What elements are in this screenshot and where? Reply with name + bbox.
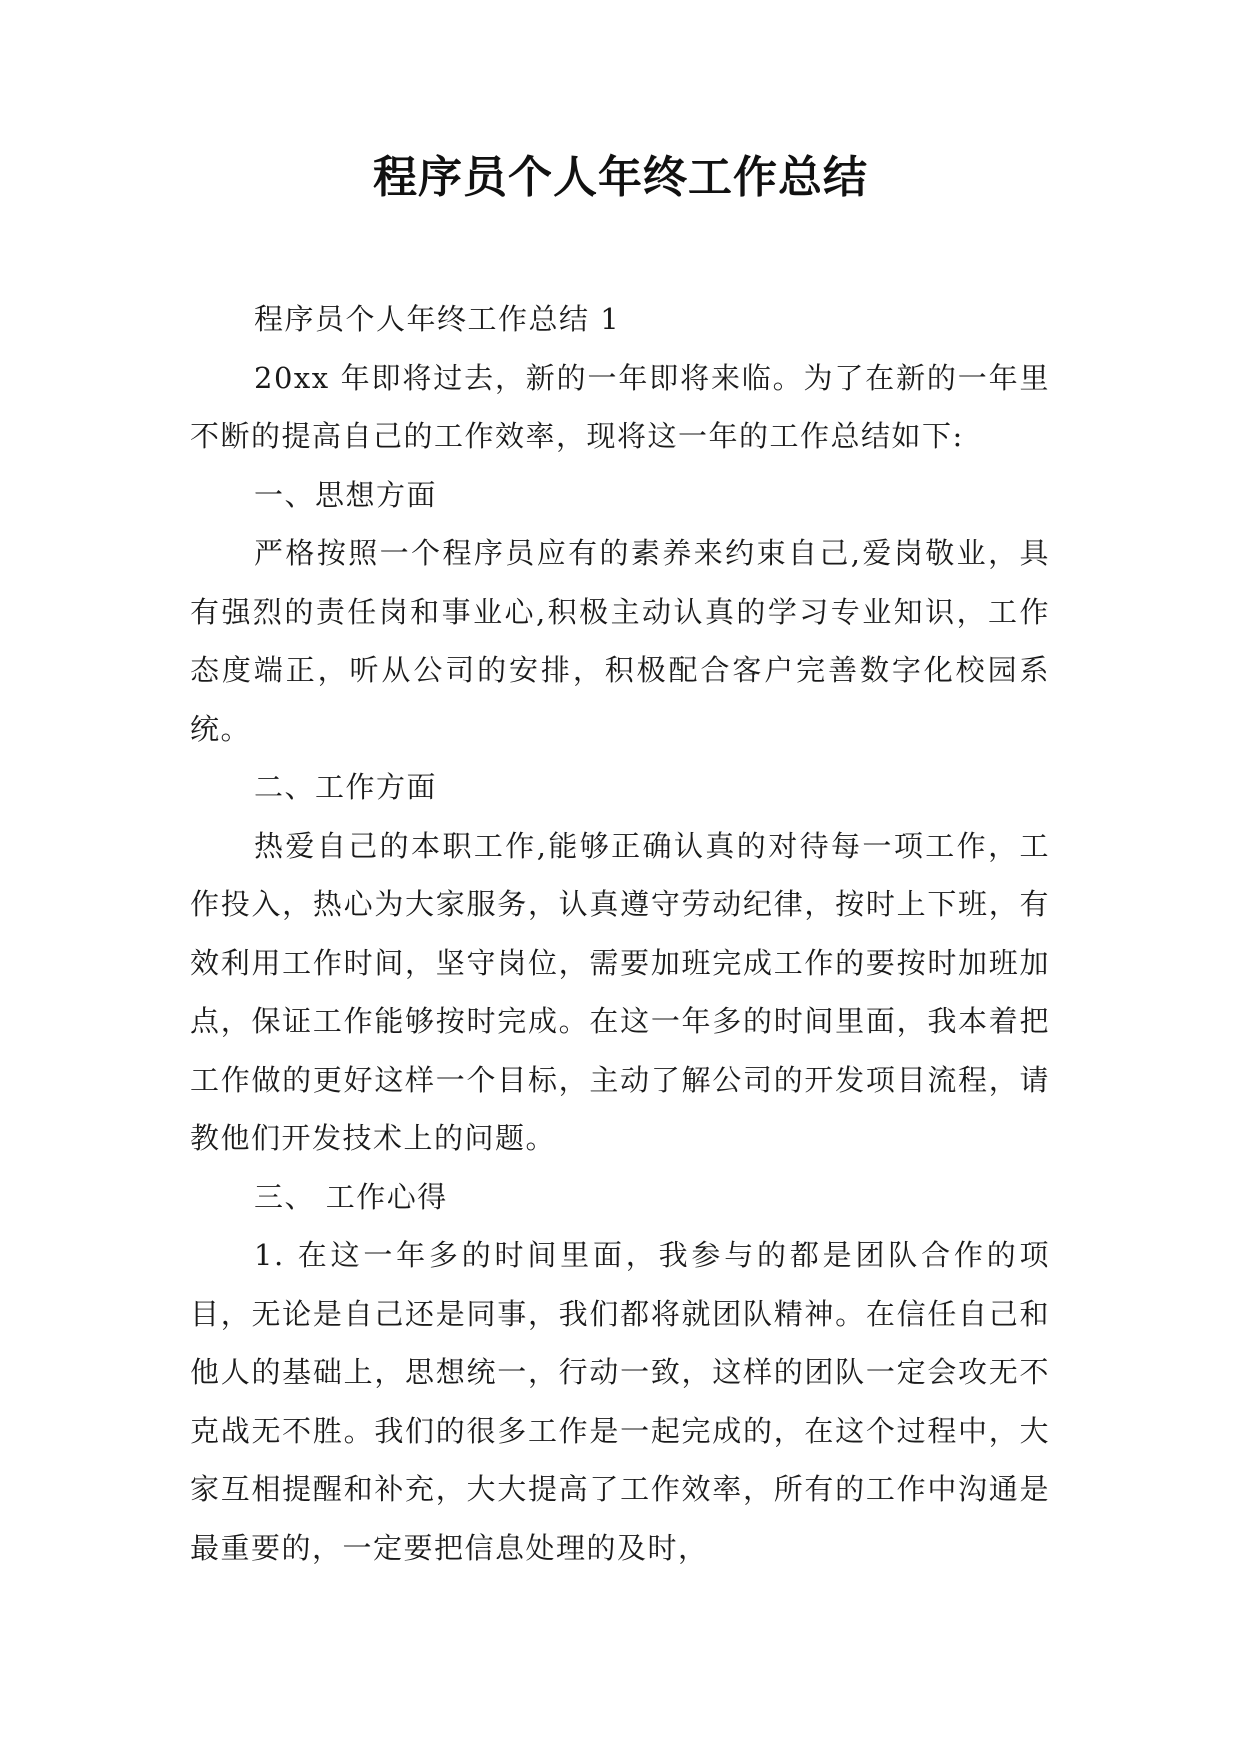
paragraph-section-heading: 程序员个人年终工作总结 1 — [254, 302, 621, 336]
paragraph-thinking: 严格按照一个程序员应有的素养来约束自己,爱岗敬业，具有强烈的责任岗和事业心,积极主动认真的学习专业知识，工作态度端正，听从公司的安排，积极配合客户完善数字化校园系统。 — [190, 536, 1050, 746]
paragraph-intro: 20xx 年即将过去，新的一年即将来临。为了在新的一年里不断的提高自己的工作效率，现将这一年的工作总结如下: — [190, 360, 1050, 453]
document-title: 程序员个人年终工作总结 — [373, 152, 868, 203]
paragraph-work: 热爱自己的本职工作,能够正确认真的对待每一项工作，工作投入，热心为大家服务，认真遵守劳动纪律，按时上下班，有效利用工作时间，坚守岗位，需要加班完成工作的要按时加班加点，保证工作能够按时完成。在这一年多的时间里面，我本着把工作做的更好这样一个目标，主动了解公司的开发项目流程，请教他们开发技术上的问题。 — [190, 828, 1050, 1155]
paragraph-heading-thinking: 一、思想方面 — [254, 477, 438, 512]
paragraph-insight-1: 1. 在这一年多的时间里面，我参与的都是团队合作的项目，无论是自己还是同事，我们都将就团队精神。在信任自己和他人的基础上，思想统一，行动一致，这样的团队一定会攻无不克战无不胜。我们的很多工作是一起完成的，在这个过程中，大家互相提醒和补充，大大提高了工作效率，所有的工作中沟通是最重要的，一定要把信息处理的及时， — [190, 1238, 1050, 1565]
paragraph-heading-insights: 三、 工作心得 — [254, 1179, 448, 1214]
paragraph-heading-work: 二、工作方面 — [254, 770, 438, 804]
document-body — [190, 290, 1050, 1577]
